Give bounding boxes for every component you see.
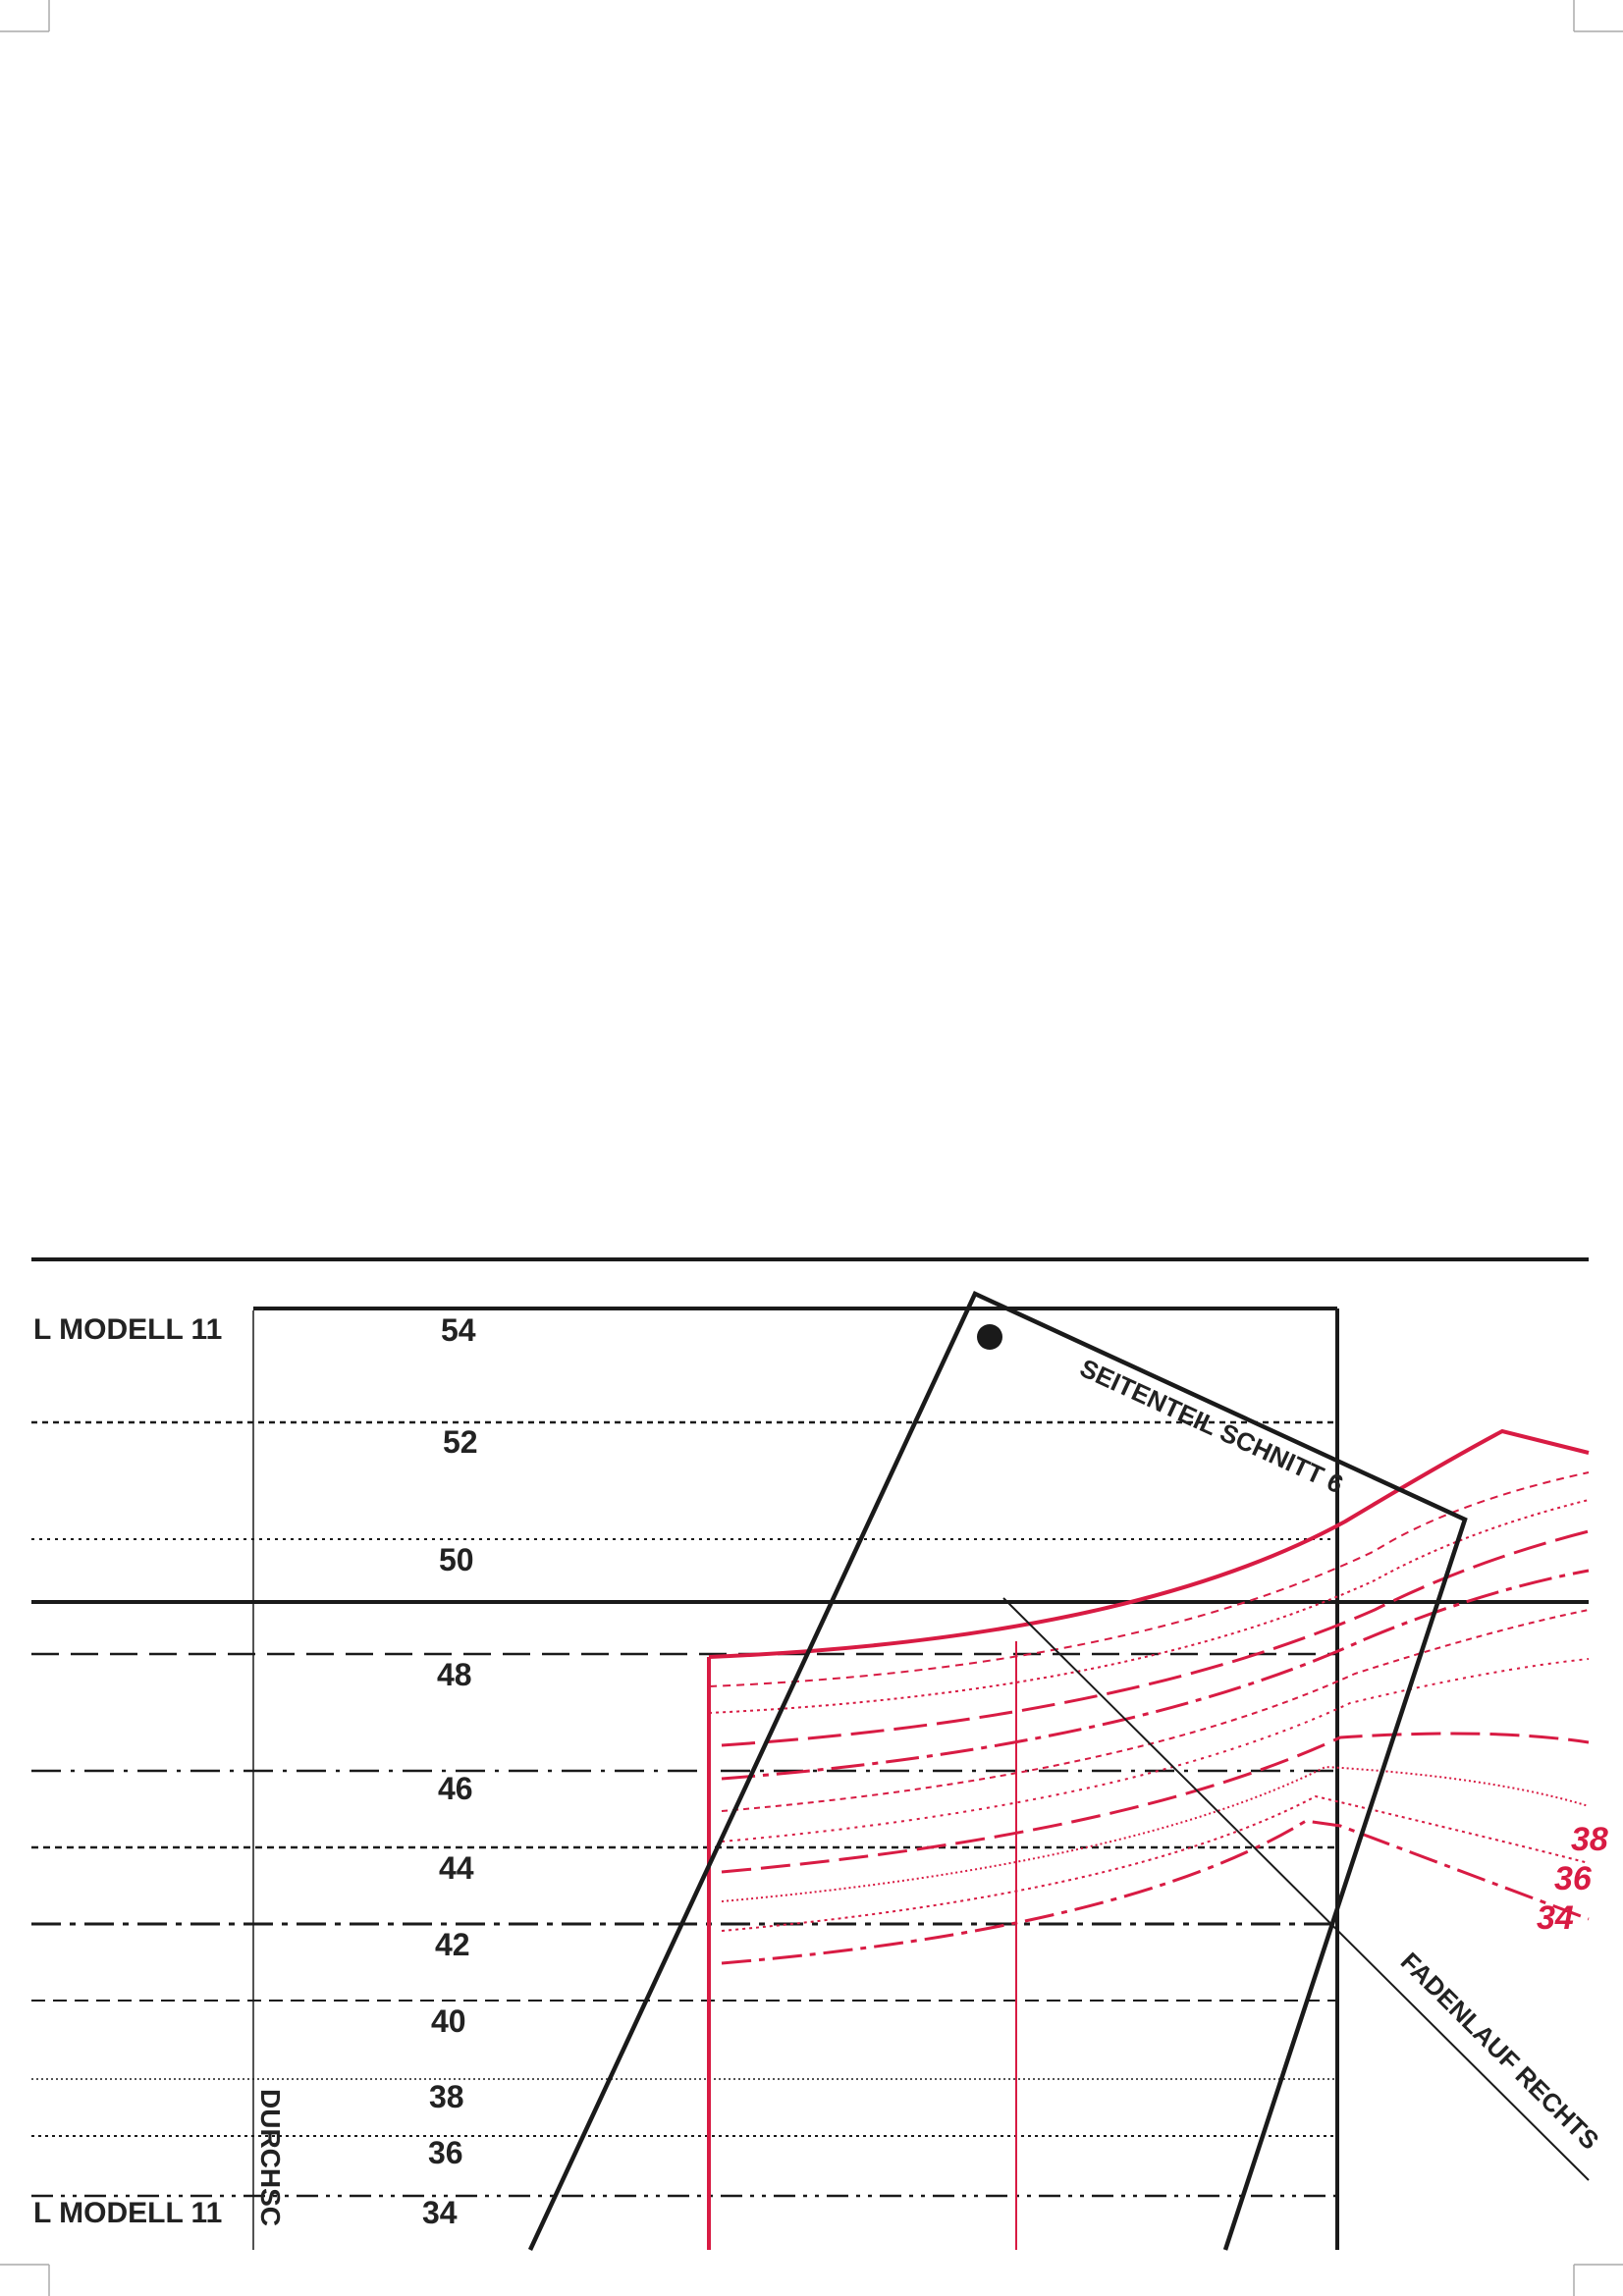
red-size-label-34: 34: [1537, 1899, 1574, 1937]
size-label-52: 52: [443, 1424, 478, 1460]
durchschnitt-label: DURCHSC: [255, 2089, 286, 2226]
size-label-36: 36: [428, 2135, 463, 2170]
size-label-44: 44: [439, 1850, 474, 1886]
model-label-top: L MODELL 11: [33, 1313, 223, 1346]
grain-line: [1003, 1598, 1589, 2180]
red-size-label-38: 38: [1571, 1821, 1608, 1858]
size-label-46: 46: [438, 1771, 473, 1806]
size-label-54: 54: [441, 1312, 476, 1348]
size-grade-lines: [31, 1422, 1589, 2196]
red-pattern-piece: [709, 1431, 1589, 2250]
piece-label: SEITENTEIL SCHNITT 6: [1075, 1353, 1348, 1500]
model-label-bottom: L MODELL 11: [33, 2197, 223, 2229]
grain-label: FADENLAUF RECHTS: [1394, 1946, 1605, 2156]
size-label-42: 42: [435, 1927, 470, 1962]
size-label-50: 50: [439, 1542, 474, 1577]
size-label-48: 48: [437, 1657, 472, 1692]
size-label-38: 38: [429, 2079, 464, 2114]
size-label-34: 34: [422, 2195, 458, 2230]
red-size-label-36: 36: [1554, 1860, 1592, 1897]
size-label-40: 40: [431, 2003, 466, 2039]
marking-dot: [977, 1324, 1002, 1350]
red-size-labels: [1537, 1821, 1608, 1937]
